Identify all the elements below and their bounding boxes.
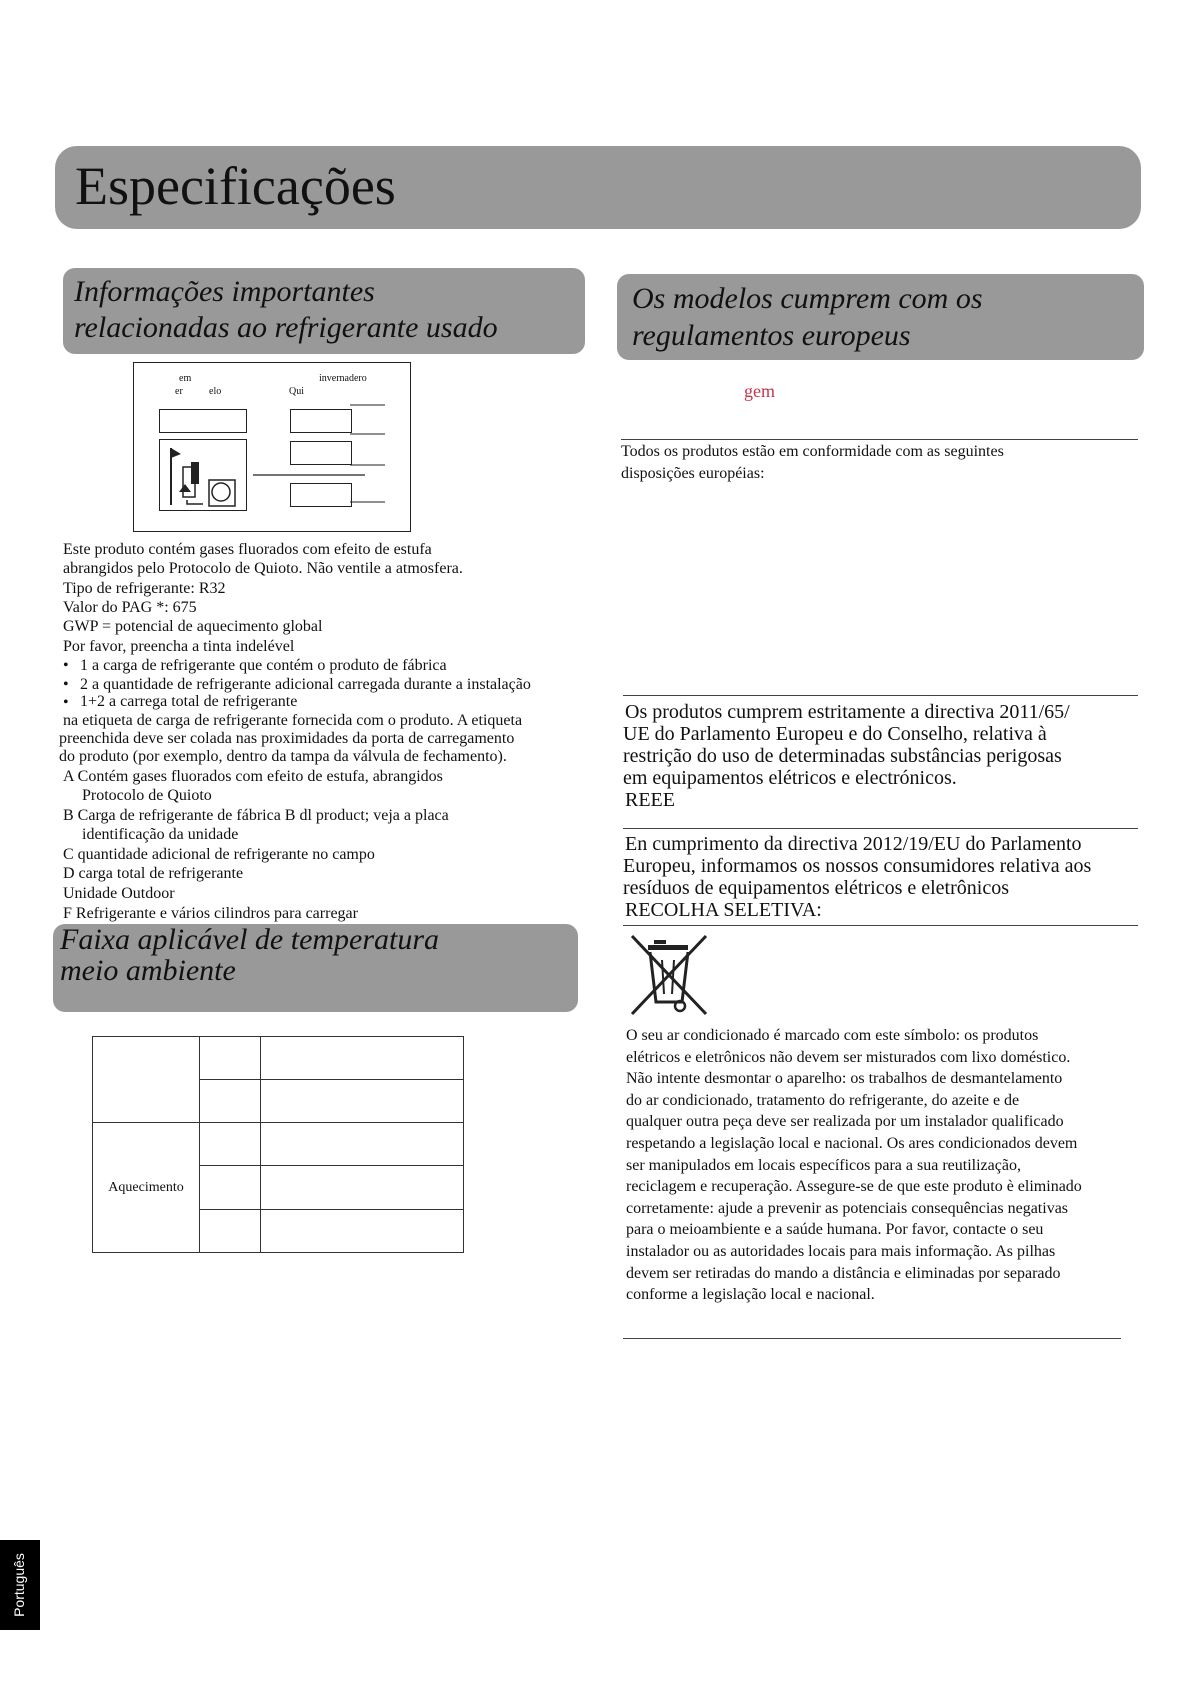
disposal-line-2: elétricos e eletrônicos não devem ser misturados com lixo doméstico. — [626, 1048, 1071, 1066]
table-cell-empty — [261, 1123, 464, 1166]
refrigerant-paragraph-line2: preenchida deve ser colada nas proximidades da porta de carregamento — [59, 730, 515, 747]
disposal-line-12: devem ser retiradas do mando a distância e eliminadas por separado — [626, 1264, 1061, 1282]
weee-line4: RECOLHA SELETIVA: — [625, 899, 822, 921]
refrigerant-line-4: Valor do PAG *: 675 — [63, 599, 197, 616]
refrigerant-section-title-line2: relacionadas ao refrigerante usado — [74, 311, 498, 344]
legend-b-line2: identificação da unidade — [82, 826, 239, 843]
legend-c: C quantidade adicional de refrigerante no campo — [63, 846, 375, 863]
bullet-item-2: 2 a quantidade de refrigerante adicional carregada durante a instalação — [80, 676, 531, 693]
divider — [623, 1338, 1121, 1339]
rohs-line3: restrição do uso de determinadas substâncias perigosas — [623, 745, 1062, 767]
disposal-line-3: Não intente desmontar o aparelho: os trabalhos de desmantelamento — [626, 1070, 1063, 1088]
disposal-line-13: conforme a legislação local e nacional. — [626, 1286, 875, 1304]
table-cell-empty — [200, 1210, 261, 1253]
divider — [621, 439, 1138, 440]
label-pointer-lines — [133, 362, 411, 532]
temperature-range-table — [92, 1036, 464, 1253]
table-cell-empty — [261, 1080, 464, 1123]
weee-line3: resíduos de equipamentos elétricos e eletrônicos — [623, 877, 1009, 899]
table-cell-empty — [200, 1080, 261, 1123]
divider — [623, 695, 1138, 696]
temperature-section-title-line1: Faixa aplicável de temperatura — [60, 923, 440, 956]
eu-section-title-line2: regulamentos europeus — [632, 319, 911, 352]
legend-a-line1: A Contém gases fluorados com efeito de estufa, abrangidos — [63, 768, 443, 785]
rohs-line1: Os produtos cumprem estritamente a directiva 2011/65/ — [625, 701, 1070, 723]
refrigerant-line-6: Por favor, preencha a tinta indelével — [63, 638, 295, 655]
disposal-line-8: reciclagem e recuperação. Assegure-se de que este produto è eliminado — [626, 1178, 1082, 1196]
table-cell-empty — [200, 1037, 261, 1080]
disposal-line-7: ser manipulados em locais específicos para a sua reutilização, — [626, 1156, 1021, 1174]
refrigerant-line-5: GWP = potencial de aquecimento global — [63, 618, 323, 635]
label-word-em: em — [179, 373, 192, 384]
label-word-elo: elo — [209, 386, 222, 397]
disposal-line-9: corretamente: ajude a prevenir as potenciais consequências negativas — [626, 1199, 1069, 1217]
disposal-line-10: para o meioambiente e a saúde humana. Por favor, contacte o seu — [626, 1221, 1044, 1239]
table-heating-label: Aquecimento — [93, 1123, 200, 1253]
rohs-line5: REEE — [625, 789, 675, 811]
label-word-invernadero: invernadero — [319, 373, 367, 384]
bullet-dot: • — [63, 657, 69, 674]
refrigerant-line-1: Este produto contém gases fluorados com efeito de estufa — [63, 541, 432, 558]
refrigerant-paragraph-line3: do produto (por exemplo, dentro da tampa da válvula de fechamento). — [59, 748, 507, 765]
legend-f: F Refrigerante e vários cilindros para carregar — [63, 905, 358, 922]
eu-conformity-line1: Todos os produtos estão em conformidade com as seguintes — [621, 443, 1004, 460]
temperature-section-title-line2: meio ambiente — [60, 954, 236, 987]
legend-d: D carga total de refrigerante — [63, 865, 244, 882]
table-cell-empty — [93, 1037, 200, 1123]
divider — [623, 925, 1138, 926]
eu-section-title-line1: Os modelos cumprem com os — [632, 282, 983, 315]
table-cell-empty — [261, 1166, 464, 1210]
disposal-line-11: instalador ou as autoridades locais para mais informação. As pilhas — [626, 1243, 1056, 1260]
divider — [623, 828, 1138, 829]
table-cell-empty — [200, 1166, 261, 1210]
rohs-line2: UE do Parlamento Europeu e do Conselho, relativa à — [623, 723, 1047, 745]
table-cell-empty — [261, 1210, 464, 1253]
label-word-qui: Qui — [289, 386, 304, 397]
crossed-bin-icon — [628, 934, 710, 1018]
disposal-line-5: qualquer outra peça deve ser realizada por um instalador qualificado — [626, 1113, 1064, 1131]
eu-conformity-line2: disposições européias: — [621, 465, 765, 482]
table-cell-empty — [200, 1123, 261, 1166]
refrigerant-line-3: Tipo de refrigerante: R32 — [63, 580, 226, 597]
rohs-line4: em equipamentos elétricos e electrónicos. — [623, 767, 957, 789]
disposal-line-1: O seu ar condicionado é marcado com este símbolo: os produtos — [626, 1027, 1039, 1044]
legend-e: Unidade Outdoor — [63, 885, 175, 902]
refrigerant-label-diagram — [133, 362, 411, 532]
eu-red-word: gem — [744, 381, 775, 401]
bullet-item-3: 1+2 a carrega total de refrigerante — [80, 693, 298, 710]
table-cell-empty — [261, 1037, 464, 1080]
bullet-dot: • — [63, 676, 69, 693]
language-side-tab-label: Português — [11, 1553, 27, 1617]
refrigerant-line-2: abrangidos pelo Protocolo de Quioto. Não ventile a atmosfera. — [63, 560, 463, 577]
weee-line1: En cumprimento da directiva 2012/19/EU do Parlamento — [625, 833, 1082, 855]
bullet-dot: • — [63, 694, 69, 711]
disposal-line-4: do ar condicionado, tratamento do refrigerante, do azeite e de — [626, 1091, 1020, 1109]
disposal-line-6: respetando a legislação local e nacional. Os ares condicionados devem — [626, 1135, 1078, 1152]
page-title: Especificações — [75, 156, 396, 216]
legend-b-line1: B Carga de refrigerante de fábrica B dl product; veja a placa — [63, 807, 449, 824]
refrigerant-section-title-line1: Informações importantes — [74, 275, 375, 308]
legend-a-line2: Protocolo de Quioto — [82, 787, 212, 804]
label-word-er: er — [175, 386, 183, 397]
weee-line2: Europeu, informamos os nossos consumidores relativa aos — [623, 855, 1092, 877]
refrigerant-paragraph-line1: na etiqueta de carga de refrigerante fornecida com o produto. A etiqueta — [63, 712, 523, 729]
bullet-item-1: 1 a carga de refrigerante que contém o produto de fábrica — [80, 657, 447, 674]
